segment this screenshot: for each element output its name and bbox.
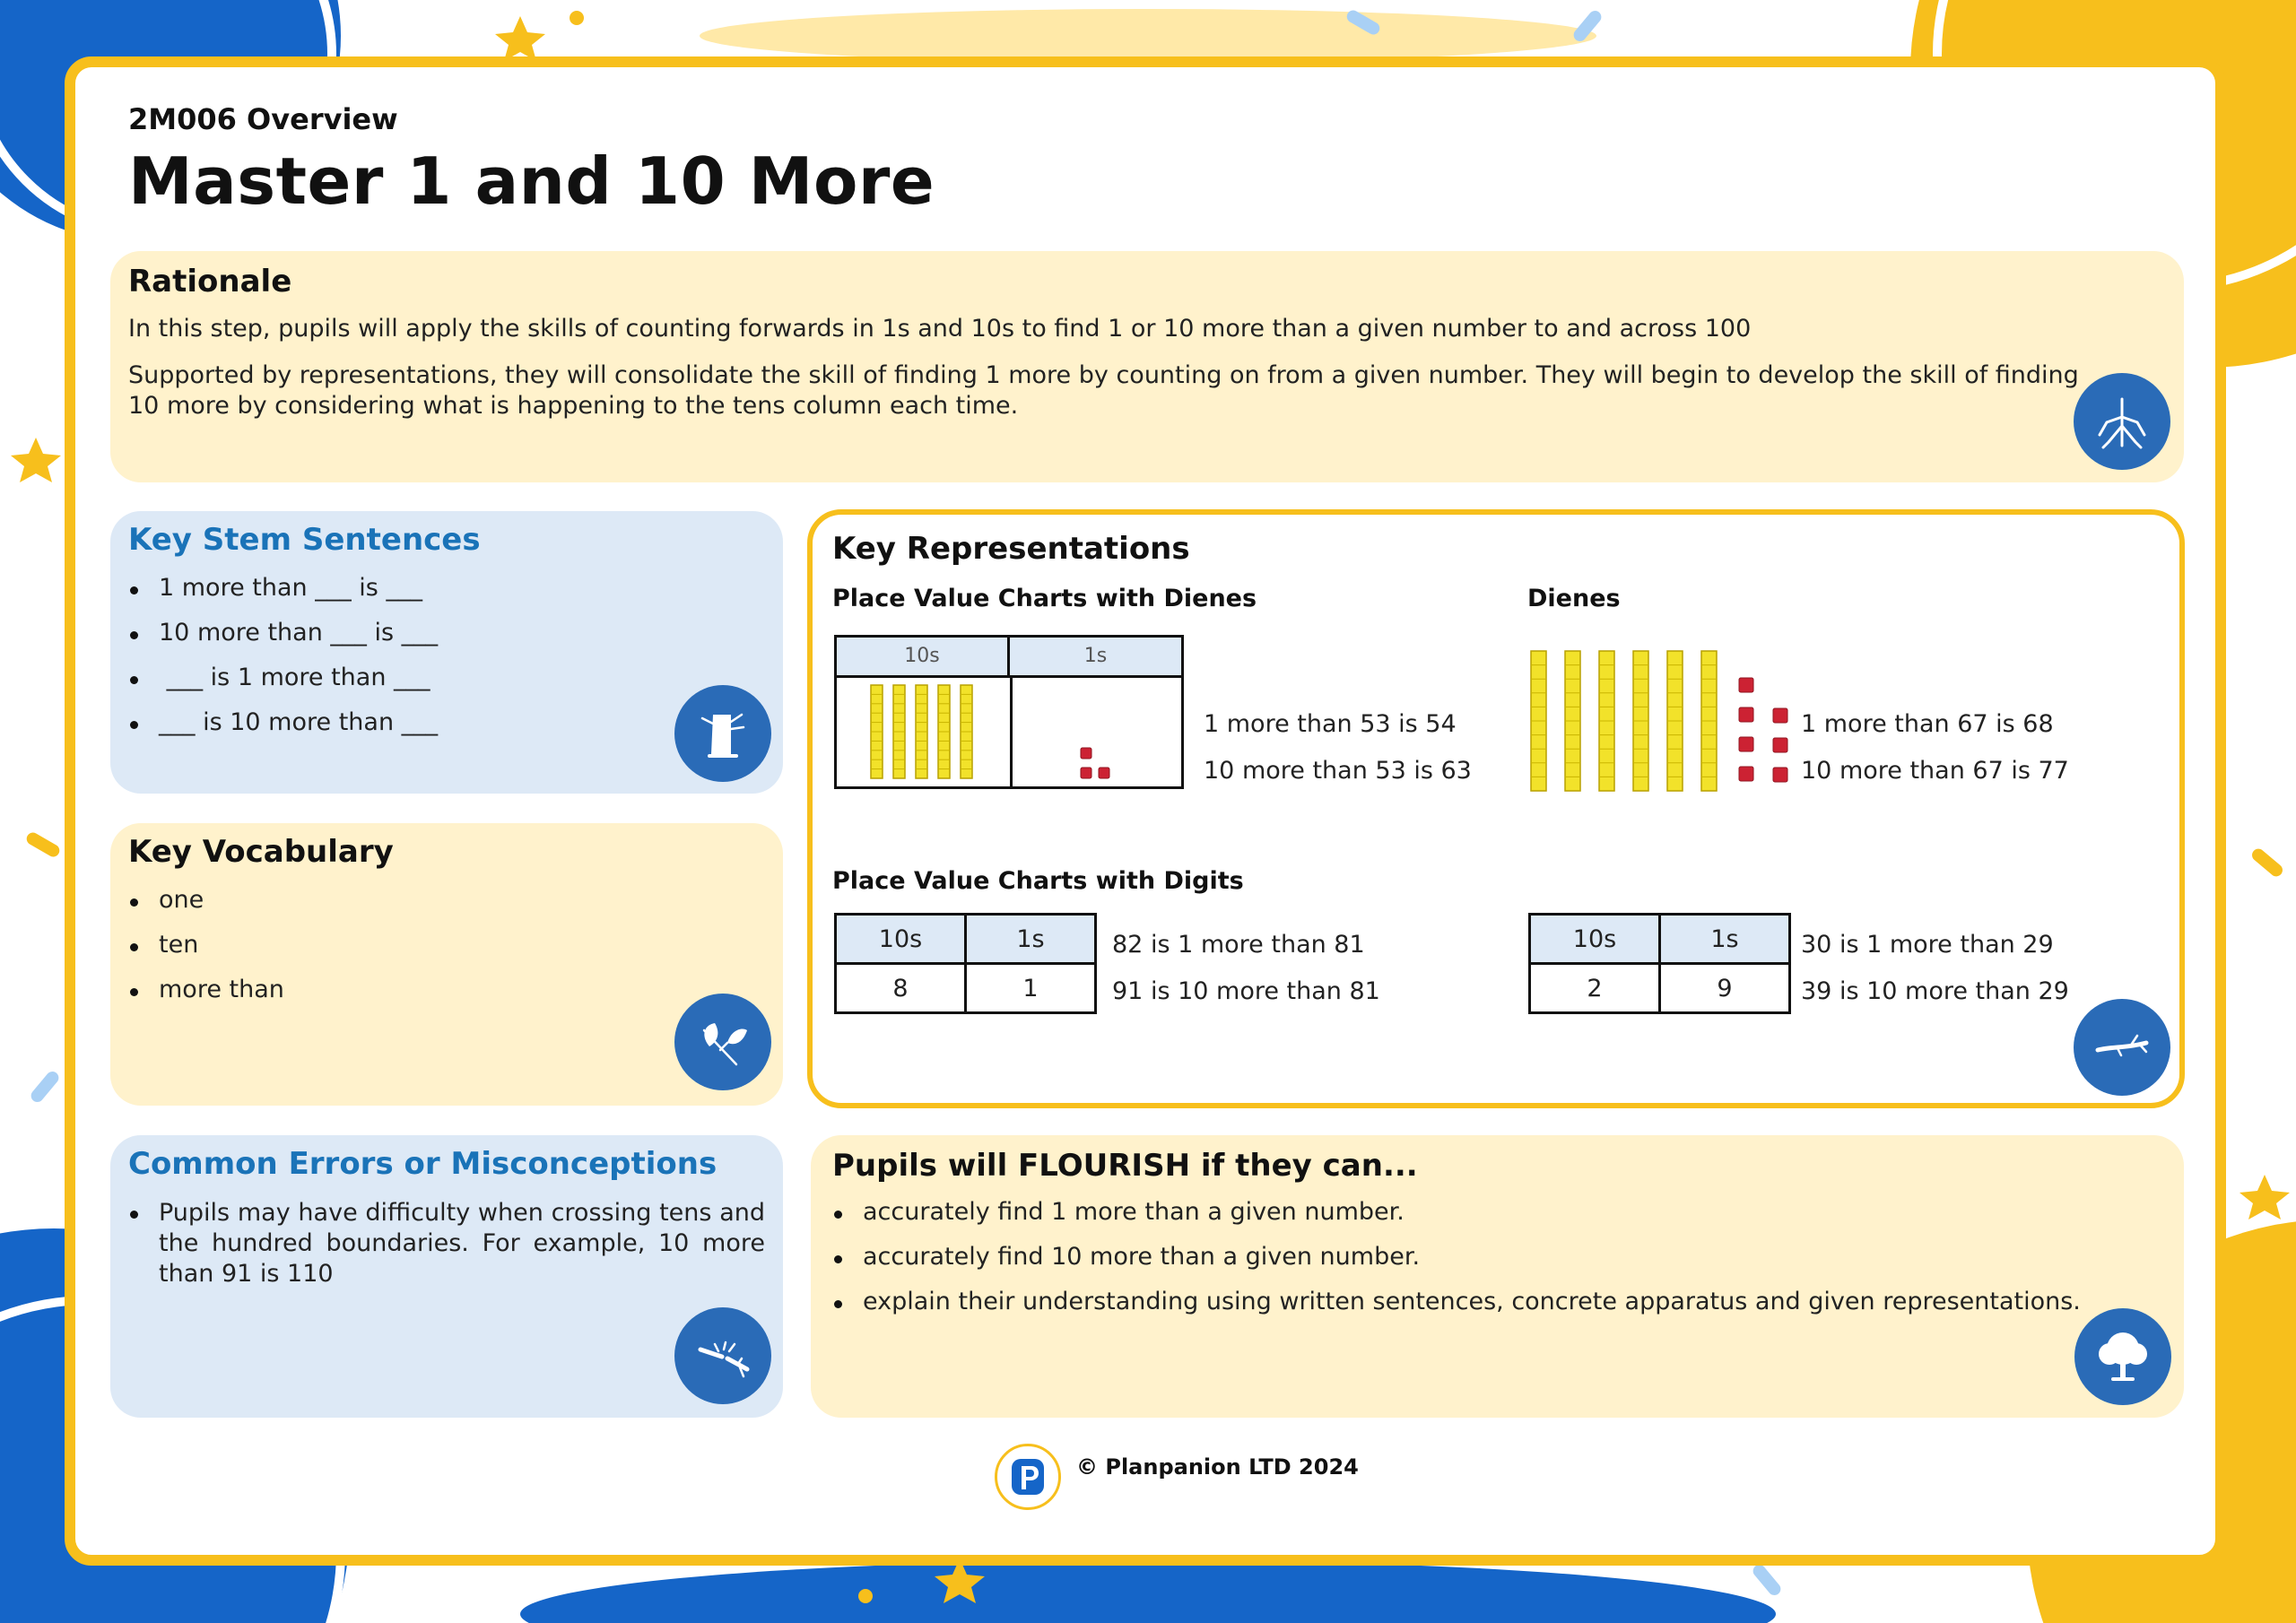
ones-cube: [1739, 678, 1753, 692]
ones-cube: [1739, 767, 1753, 781]
pv-digits-2-statement-1: 30 is 1 more than 29: [1801, 931, 2054, 959]
tens-rod: [1701, 651, 1717, 791]
representations-panel: [807, 509, 2185, 1108]
leaves-icon: [674, 994, 771, 1090]
stem-sentences-heading: Key Stem Sentences: [128, 522, 481, 558]
stem-sentences-panel: [110, 511, 783, 794]
pv-dienes-header-tens: 10s: [837, 638, 1010, 678]
pv-digits-tens-value: 8: [836, 964, 966, 1013]
vocabulary-list: [128, 886, 284, 1003]
pv-digits-1-statement-1: 82 is 1 more than 81: [1112, 931, 1365, 959]
pv-dienes-statement-1: 1 more than 53 is 54: [1204, 710, 1457, 738]
list-item: accurately find 1 more than a given number.: [832, 1198, 2081, 1226]
tens-rod: [1565, 651, 1580, 791]
list-item: Pupils may have difficulty when crossing tens and the hundred boundaries. For example, 10 more than 91 is 110: [128, 1198, 765, 1289]
copyright: © Planpanion LTD 2024: [1076, 1454, 1359, 1480]
dienes-heading: Dienes: [1527, 585, 1621, 612]
planpanion-logo-icon: [995, 1444, 1061, 1510]
tens-rod: [871, 685, 883, 778]
tens-rod: [938, 685, 950, 778]
flourish-heading: Pupils will FLOURISH if they can...: [832, 1148, 1418, 1184]
tens-rod: [916, 685, 927, 778]
pv-digits-table-2: [1528, 913, 1791, 1014]
rationale-paragraph-1: In this step, pupils will apply the skills of counting forwards in 1s and 10s to find 1 or 10 more than a given number to and across 100: [128, 315, 1752, 343]
ones-cube: [1081, 768, 1091, 778]
flourish-list: [832, 1198, 2081, 1315]
errors-heading: Common Errors or Misconceptions: [128, 1146, 718, 1182]
pv-digits-ones-value: 1: [966, 964, 1096, 1013]
errors-list: [128, 1198, 765, 1289]
tens-rod: [1531, 651, 1546, 791]
ones-cube: [1099, 768, 1109, 778]
ones-cube: [1739, 707, 1753, 722]
rationale-panel: [110, 251, 2184, 482]
ones-cube: [1773, 708, 1787, 723]
flourish-panel: [811, 1135, 2184, 1418]
pv-digits-header-tens: 10s: [1530, 915, 1660, 964]
stem-sentences-list: [128, 574, 438, 736]
pv-dienes-header-ones: 1s: [1010, 638, 1181, 678]
tens-rod: [1599, 651, 1614, 791]
tens-rod: [961, 685, 972, 778]
pv-digits-1-statement-2: 91 is 10 more than 81: [1112, 977, 1380, 1005]
pv-dienes-chart: [834, 635, 1184, 789]
page-title: Master 1 and 10 More: [128, 143, 935, 219]
list-item: one: [128, 886, 284, 914]
tens-rod: [1667, 651, 1683, 791]
list-item: 1 more than ___ is ___: [128, 574, 438, 602]
representations-heading: Key Representations: [832, 531, 1190, 567]
pv-dienes-statement-2: 10 more than 53 is 63: [1204, 757, 1472, 785]
roots-icon: [2074, 373, 2170, 470]
pv-digits-tens-value: 2: [1530, 964, 1660, 1013]
pv-digits-header-tens: 10s: [836, 915, 966, 964]
dienes-blocks: [1527, 649, 1796, 793]
list-item: accurately find 10 more than a given number.: [832, 1243, 2081, 1271]
list-item: explain their understanding using written sentences, concrete apparatus and given representations.: [832, 1288, 2081, 1315]
tree-trunk-icon: [674, 685, 771, 782]
list-item: 10 more than ___ is ___: [128, 619, 438, 647]
branch-icon: [2074, 999, 2170, 1096]
lesson-code: 2M006 Overview: [128, 102, 398, 136]
pv-digits-heading: Place Value Charts with Digits: [832, 867, 1244, 895]
ones-cube: [1081, 748, 1091, 759]
list-item: ___ is 10 more than ___: [128, 708, 438, 736]
list-item: ten: [128, 931, 284, 959]
ones-cube: [1773, 738, 1787, 752]
errors-panel: [110, 1135, 783, 1418]
ones-cube: [1773, 768, 1787, 782]
pv-digits-header-ones: 1s: [1660, 915, 1790, 964]
vocabulary-panel: [110, 823, 783, 1106]
pv-dienes-heading: Place Value Charts with Dienes: [832, 585, 1257, 612]
pv-digits-2-statement-2: 39 is 10 more than 29: [1801, 977, 2069, 1005]
vocabulary-heading: Key Vocabulary: [128, 834, 394, 870]
pv-digits-table-1: [834, 913, 1097, 1014]
dienes-statement-1: 1 more than 67 is 68: [1801, 710, 2054, 738]
rationale-paragraph-2: Supported by representations, they will consolidate the skill of finding 1 more by counting on from a given number. They will begin to develop the skill of finding 10 more by considering what is happening to the tens column each time.: [128, 361, 2079, 420]
pv-dienes-blocks: [837, 678, 1181, 786]
tens-rod: [893, 685, 905, 778]
tens-rod: [1633, 651, 1648, 791]
tree-icon: [2074, 1308, 2171, 1405]
list-item: more than: [128, 976, 284, 1003]
rationale-heading: Rationale: [128, 264, 292, 299]
broken-branch-icon: [674, 1307, 771, 1404]
list-item: ___ is 1 more than ___: [128, 664, 438, 691]
dienes-statement-2: 10 more than 67 is 77: [1801, 757, 2069, 785]
pv-digits-header-ones: 1s: [966, 915, 1096, 964]
pv-digits-ones-value: 9: [1660, 964, 1790, 1013]
ones-cube: [1739, 737, 1753, 751]
